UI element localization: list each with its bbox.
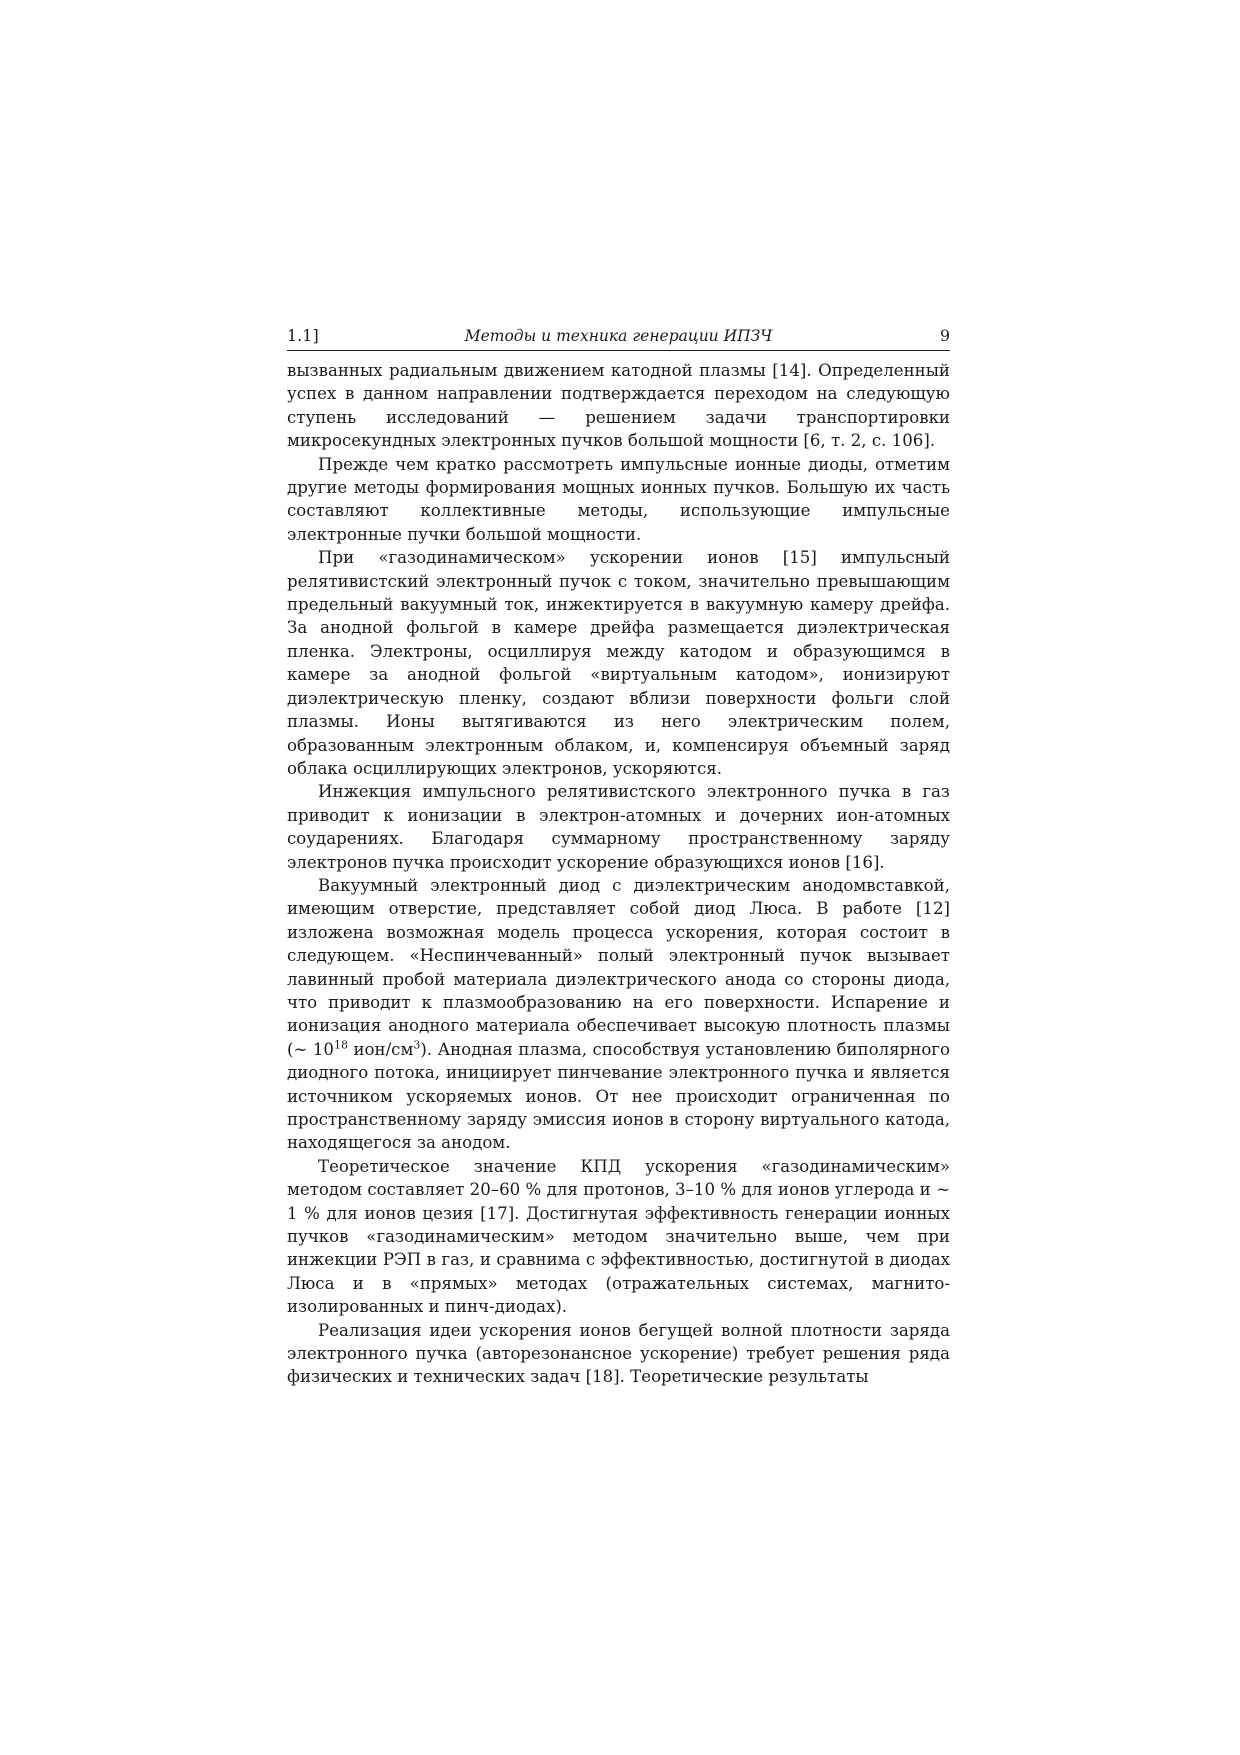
paragraph-5-text-c: ). Анодная плазма, способствуя установлению биполярного диодного потока, инициирует пинчевание электронного пучка и является источником ускоряемых ионов. От нее происходит ограниченная по пространственному заряду эмиссия ионов в сторону виртуального катода, находящегося за анодом.: [287, 1039, 950, 1153]
running-head: [287, 322, 950, 351]
paragraph-3: При «газодинамическом» ускорении ионов [15] импульсный релятивистский электронный пучок с током, значительно превышающим предельный вакуумный ток, инжектируется в вакуумную камеру дрейфа. За анодной фольгой в камере дрейфа размещается диэлектрическая пленка. Электроны, осциллируя между катодом и образующимся в камере за анодной фольгой «виртуальным катодом», ионизируют диэлектрическую пленку, создают вблизи поверхности фольги слой плазмы. Ионы вытягиваются из него электрическим полем, образованным электронным облаком, и, компенсируя объемный заряд облака осциллирующих электронов, ускоряются.: [287, 548, 950, 778]
page-number: 9: [939, 326, 950, 345]
paragraph-2: Прежде чем кратко рассмотреть импульсные ионные диоды, отметим другие методы формирования мощных ионных пучков. Большую их часть составляют коллективные методы, использующие импульсные электронные пучки большой мощности.: [287, 454, 950, 544]
exponent-3: 3: [413, 1038, 421, 1052]
running-title: Методы и техника генерации ИПЗЧ: [464, 327, 773, 345]
paragraph-1: вызванных радиальным движением катодной плазмы [14]. Определенный успех в данном направлении подтверждается переходом на следующую ступень исследований — решением задачи транспортировки микросекундных электронных пучков большой мощности [6, т. 2, с. 106].: [287, 361, 950, 451]
exponent-18: 18: [333, 1038, 348, 1052]
paragraph-7: Реализация идеи ускорения ионов бегущей волной плотности заряда электронного пучка (авторезонансное ускорение) требует решения ряда физических и технических задач [18]. Теоретические результаты: [287, 1320, 950, 1387]
paragraph-5-text-a: Вакуумный электронный диод с диэлектрическим анодомвставкой, имеющим отверстие, представляет собой диод Люса. В работе [12] изложена возможная модель процесса ускорения, которая состоит в следующем. «Неспинчеванный» полый электронный пучок вызывает лавинный пробой материала диэлектрического анода со стороны диода, что приводит к плазмообразованию на его поверхности. Испарение и ионизация анодного материала обеспечивает высокую плотность плазмы (∼ 10: [287, 875, 950, 1059]
paragraph-5: [287, 874, 950, 1155]
paragraph-5-text-b: ион/см: [347, 1039, 414, 1059]
section-number: 1.1]: [287, 326, 319, 345]
body-text: [287, 359, 950, 1389]
paragraph-6: Теоретическое значение КПД ускорения «газодинамическим» методом составляет 20–60 % для протонов, 3–10 % для ионов углерода и ∼ 1 % для ионов цезия [17]. Достигнутая эффективность генерации ионных пучков «газодинамическим» методом значительно выше, чем при инжекции РЭП в газ, и сравнима с эффективностью, достигнутой в диодах Люса и в «прямых» методах (отражательных системах, магнито-изолированных и пинч-диодах).: [287, 1156, 950, 1317]
paragraph-4: Инжекция импульсного релятивистского электронного пучка в газ приводит к ионизации в электрон-атомных и дочерних ион-атомных соударениях. Благодаря суммарному пространственному заряду электронов пучка происходит ускорение образующихся ионов [16].: [287, 782, 950, 872]
book-page: [287, 322, 950, 1389]
